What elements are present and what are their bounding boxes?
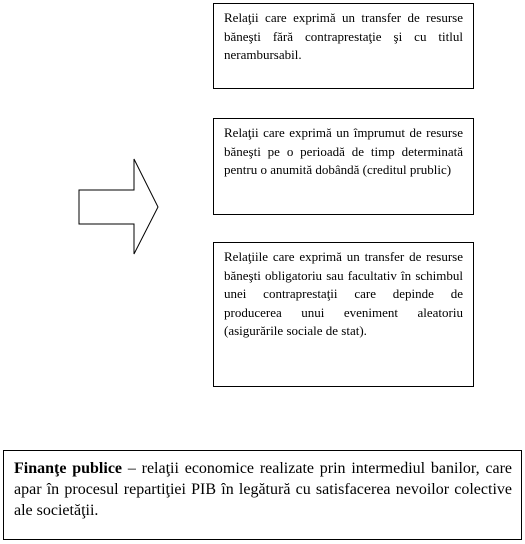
relation-box-transfer-nonrefundable [213,3,474,89]
definition-box [3,450,522,540]
relation-text-transfer-nonrefundable: Relaţii care exprimă un transfer de resurse băneşti fără contraprestaţie şi cu titlul nerambursabil. [224,10,463,62]
relation-text-insurance: Relaţiile care exprimă un transfer de resurse băneşti obligatoriu sau facultativ în schimbul unei contraprestaţii care depinde de producerea unui eveniment aleatoriu (asigurările sociale de stat). [224,249,463,338]
relation-box-loan [213,118,474,215]
relation-text-loan: Relaţii care exprimă un împrumut de resurse băneşti pe o perioadă de timp determinată pentru o anumită dobândă (creditul prublic) [224,125,463,177]
definition-term: Finanţe publice [14,460,123,477]
right-arrow-icon [78,158,160,256]
definition-text: – relaţii economice realizate prin intermediul banilor, care apar în procesul repartiţiei PIB în legătură cu satisfacerea nevoilor colective ale societăţii. [14,460,513,519]
right-arrow-shape [79,159,158,254]
definition-paragraph [14,458,512,521]
relation-box-insurance [213,242,474,387]
